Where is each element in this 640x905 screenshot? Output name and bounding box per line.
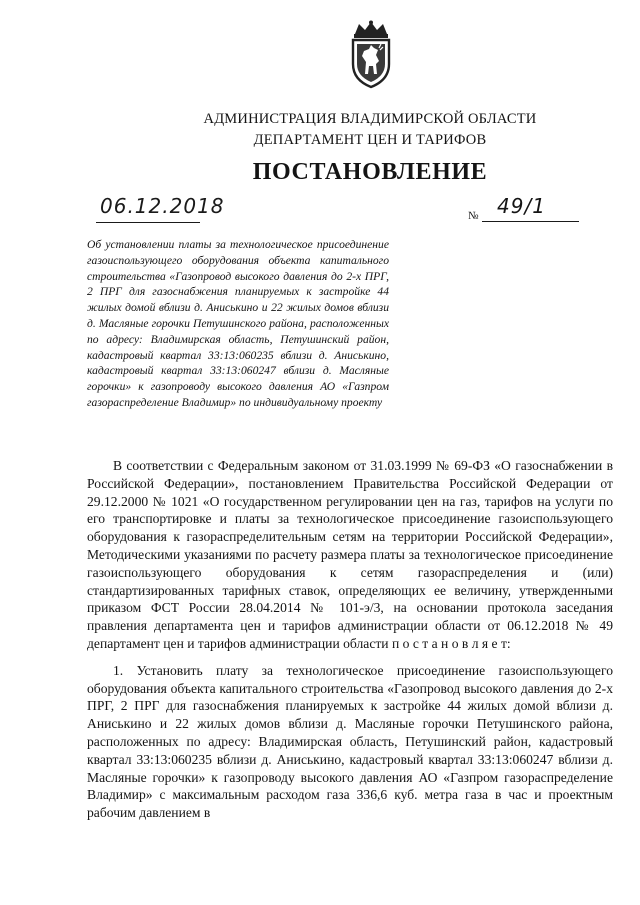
document-number: 49/1 — [497, 194, 546, 218]
document-type-title: ПОСТАНОВЛЕНИЕ — [252, 159, 488, 185]
department-name: ДЕПАРТАМЕНТ ЦЕН И ТАРИФОВ — [253, 132, 487, 148]
document-subject: Об установлении платы за технологическое присоединение газоиспользующего оборудования объекта капитального строительства «Газопровод высокого давления до 2-х ПРГ, 2 ПРГ для газоснабжения планируемых к застройке 44 жилых домой вблизи д. Аниськино и 22 жилых домов вблизи д. Масляные горочки Петушинского района, расположенных по адресу: Владимирская область, Петушинский район, кадастровый квартал 33:13:060235 вблизи д. Аниськино, кадастровый квартал 33:13:060247 вблизи д. Масляные горочки» к газопроводу высокого давления АО «Газпром газораспределение Владимир» по индивидуальному проекту — [87, 238, 389, 409]
number-sign: № — [468, 210, 479, 222]
number-underline — [482, 221, 579, 222]
document-date: 06.12.2018 — [100, 194, 225, 218]
preamble-paragraph: В соответствии с Федеральным законом от 31.03.1999 № 69-ФЗ «О газоснабжении в Российской Федерации», постановлением Правительства Российской Федерации от 29.12.2000 № 1021 «О государственном регулировании цен на газ, тарифов на услуги по его транспортировке и платы за технологическое присоединение газоиспользующего оборудования к газораспределительным сетям на территории Российской Федерации», Методическими указаниями по расчету размера платы за технологическое присоединение газоиспользующего оборудования к сетям газораспределения и (или) стандартизированных тарифных ставок, определяющих ее величину, утвержденными приказом ФСТ России 28.04.2014 № 101-э/3, на основании протокола заседания правления департамента цен и тарифов администрации области от 06.12.2018 № 49 департамент цен и тарифов администрации области п о с т а н о в л я е т: — [87, 458, 613, 651]
coat-of-arms-icon — [343, 20, 399, 90]
item-1-paragraph: 1. Установить плату за технологическое присоединение газоиспользующего оборудования объекта капитального строительства «Газопровод высокого давления до 2-х ПРГ, 2 ПРГ для газоснабжения планируемых к застройке 44 жилых домой вблизи д. Аниськино и 22 жилых домов вблизи д. Масляные горочки Петушинского района, расположенных по адресу: Владимирская область, Петушинский район, кадастровый квартал 33:13:060235 вблизи д. Аниськино, кадастровый квартал 33:13:060247 вблизи д. Масляные горочки» к газопроводу высокого давления АО «Газпром газораспределение Владимир» с максимальным расходом газа 336,6 куб. метра газа в час и проектным рабочим давлением в — [87, 662, 613, 821]
document-body — [87, 457, 613, 822]
organization-name: АДМИНИСТРАЦИЯ ВЛАДИМИРСКОЙ ОБЛАСТИ — [203, 111, 537, 127]
date-underline — [96, 222, 200, 223]
